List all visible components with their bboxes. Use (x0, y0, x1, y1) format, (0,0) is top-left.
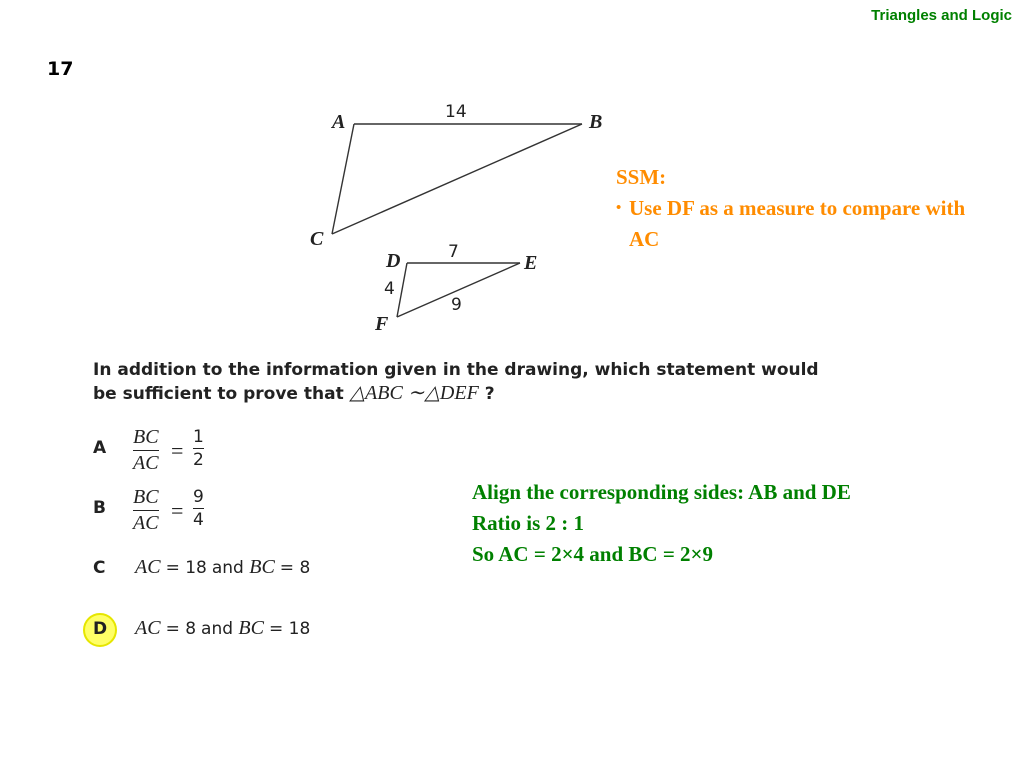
question-line-2-prefix: be sufficient to prove that (93, 384, 344, 404)
question-number: 17 (47, 58, 74, 80)
fraction-bar (193, 448, 204, 449)
similarity-statement: △ABC ∼△DEF (349, 382, 479, 404)
fraction-bar (133, 450, 159, 451)
explanation-line-2: Ratio is 2 : 1 (472, 511, 584, 535)
question-line-2 (93, 382, 819, 406)
vertex-a-label: A (332, 111, 346, 133)
value-bc: = 8 (279, 558, 311, 578)
explanation-line-3: So AC = 2×4 and BC = 2×9 (472, 542, 713, 566)
fraction-denominator: AC (133, 512, 159, 534)
vertex-e-label: E (524, 252, 538, 274)
question-mark: ? (484, 384, 495, 404)
value-ac: = 18 (165, 558, 207, 578)
fraction-denominator: 2 (193, 450, 204, 470)
vertex-b-label: B (589, 111, 603, 133)
fraction-bar (193, 508, 204, 509)
equals-sign: = (171, 498, 184, 523)
ssm-bullet-item (616, 193, 999, 255)
ssm-bullet-text: Use DF as a measure to compare with AC (629, 196, 966, 251)
triangle-abc (332, 124, 582, 234)
explanation-line-1: Align the corresponding sides: AB and DE (472, 480, 851, 504)
bullet-marker: • (616, 200, 622, 216)
side-ab-length: 14 (445, 102, 467, 122)
side-df-length: 4 (384, 279, 395, 299)
page-header-title: Triangles and Logic (871, 7, 1012, 24)
ratio-value (193, 487, 204, 530)
fraction-numerator: 1 (193, 427, 204, 447)
math-bc: BC (238, 617, 264, 639)
value-bc: = 18 (268, 619, 311, 639)
fraction-denominator: 4 (193, 510, 204, 530)
fraction-bar (133, 510, 159, 511)
math-ac: AC (135, 617, 161, 639)
side-ef-length: 9 (451, 295, 462, 315)
choice-letter-a: A (93, 438, 107, 458)
vertex-f-label: F (375, 313, 389, 335)
conjunction: and (211, 558, 250, 578)
conjunction: and (201, 619, 239, 639)
choice-letter-d: D (93, 619, 108, 639)
ssm-note (616, 162, 999, 255)
choice-letter-c: C (93, 558, 106, 578)
ssm-heading: SSM: (616, 165, 667, 189)
value-ac: = 8 (165, 619, 197, 639)
ratio-bc-ac (133, 426, 159, 475)
question-text (93, 359, 819, 406)
fraction-numerator: 9 (193, 487, 204, 507)
vertex-c-label: C (310, 228, 324, 250)
choice-c-text (135, 556, 310, 579)
side-de-length: 7 (448, 242, 459, 262)
math-ac: AC (135, 556, 161, 578)
choice-d-text (135, 617, 310, 640)
fraction-denominator: AC (133, 452, 159, 474)
fraction-numerator: BC (133, 426, 159, 448)
ratio-value (193, 427, 204, 470)
ratio-bc-ac (133, 486, 159, 535)
explanation-note (472, 477, 851, 570)
fraction-numerator: BC (133, 486, 159, 508)
vertex-d-label: D (386, 250, 401, 272)
math-bc: BC (249, 556, 275, 578)
choice-letter-b: B (93, 498, 106, 518)
question-line-1: In addition to the information given in the drawing, which statement would (93, 360, 819, 380)
equals-sign: = (171, 438, 184, 463)
